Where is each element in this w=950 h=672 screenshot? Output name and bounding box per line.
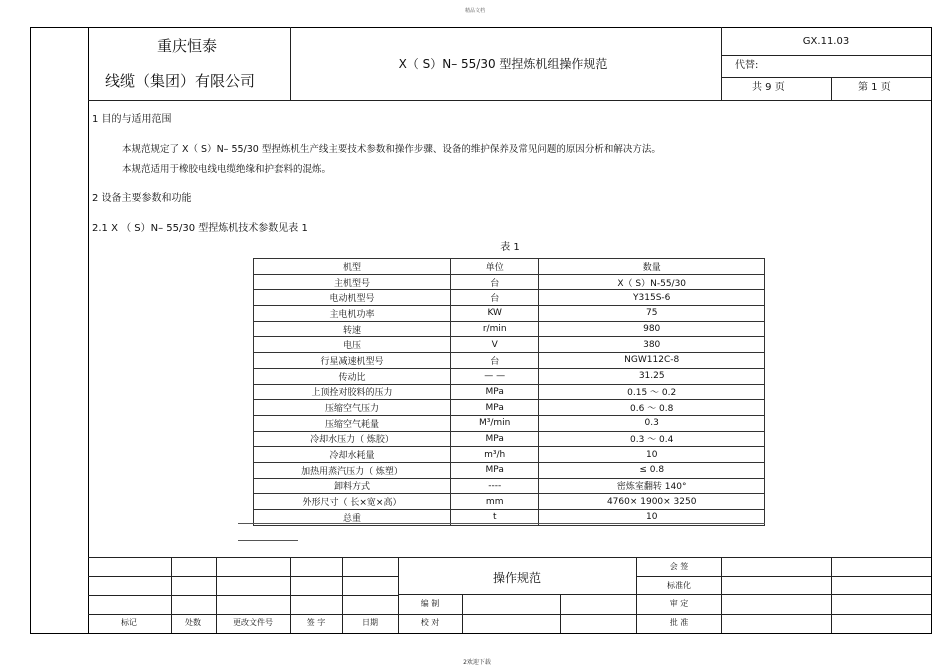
- table-header-cell: 数量: [539, 259, 765, 275]
- table-cell: 0.3 ～ 0.4: [539, 431, 765, 447]
- table-cell: m³/h: [451, 447, 539, 463]
- doc-code: GX.11.03: [802, 36, 850, 47]
- table-header-cell: 单位: [451, 259, 539, 275]
- table-row: [254, 431, 765, 447]
- replaces-label: 代替:: [735, 60, 759, 71]
- table-row: [254, 400, 765, 416]
- table-cell: NGW112C-8: [539, 353, 765, 369]
- table-cell: M³/min: [451, 415, 539, 431]
- table-row: [254, 384, 765, 400]
- table-cell: Y315S-6: [539, 290, 765, 306]
- table-cell: ----: [451, 478, 539, 494]
- footer-title: 操作规范: [492, 571, 542, 585]
- table-cell: 10: [539, 510, 765, 526]
- table-cell: 总重: [254, 510, 451, 526]
- table-cell: r/min: [451, 321, 539, 337]
- table-cell: KW: [451, 306, 539, 322]
- table-cell: — —: [451, 368, 539, 384]
- table-caption: 表 1: [500, 242, 520, 253]
- table-cell: t: [451, 510, 539, 526]
- table-row: [254, 447, 765, 463]
- table-cell: 上顶拴对胶料的压力: [254, 384, 451, 400]
- page-footer-note: 2欢迎下载: [463, 659, 491, 666]
- footer-biaozhunhua: 标准化: [667, 581, 691, 590]
- footer-bianzhi: 编 制: [420, 599, 440, 608]
- table-cell: 外形尺寸（ 长×宽×高）: [254, 494, 451, 510]
- section-2-heading: 2 设备主要参数和功能: [92, 193, 192, 204]
- table-cell: 传动比: [254, 368, 451, 384]
- table-cell: 加热用蒸汽压力（ 炼塑）: [254, 462, 451, 478]
- table-cell: mm: [451, 494, 539, 510]
- footer-jiaodui: 校 对: [420, 618, 440, 627]
- footer-col-count: 处数: [185, 618, 201, 627]
- footer-col-change-doc: 更改文件号: [233, 618, 273, 627]
- table-row: [254, 368, 765, 384]
- table-cell: 行星减速机型号: [254, 353, 451, 369]
- table-cell: 980: [539, 321, 765, 337]
- table-cell: MPa: [451, 462, 539, 478]
- footer-shending: 审 定: [669, 599, 689, 608]
- table-cell: 台: [451, 290, 539, 306]
- table-cell: 冷却水耗量: [254, 447, 451, 463]
- table-cell: MPa: [451, 400, 539, 416]
- table-cell: 转速: [254, 321, 451, 337]
- table-cell: 0.6 ～ 0.8: [539, 400, 765, 416]
- table-cell: 台: [451, 353, 539, 369]
- company-line2: 线缆（集团）有限公司: [104, 72, 256, 90]
- footer-pizhun: 批 准: [669, 618, 689, 627]
- table-cell: 压缩空气压力: [254, 400, 451, 416]
- table-cell: 10: [539, 447, 765, 463]
- table-header-cell: 机型: [254, 259, 451, 275]
- table-row: [254, 415, 765, 431]
- table-cell: 主机型号: [254, 274, 451, 290]
- table-cell: 压缩空气耗量: [254, 415, 451, 431]
- table-row: [254, 337, 765, 353]
- table-cell: 31.25: [539, 368, 765, 384]
- table-cell: 电压: [254, 337, 451, 353]
- table-cell: 主电机功率: [254, 306, 451, 322]
- table-row: [254, 353, 765, 369]
- table-cell: 380: [539, 337, 765, 353]
- page-header-note: 精品文档: [464, 8, 486, 14]
- table-cell: ≤ 0.8: [539, 462, 765, 478]
- doc-title: X（ S）N– 55/30 型捏炼机组操作规范: [398, 57, 608, 71]
- table-row: [254, 306, 765, 322]
- table-cell: 75: [539, 306, 765, 322]
- page-number: 第 1 页: [858, 82, 891, 93]
- footer-col-signature: 签 字: [306, 618, 326, 627]
- table-cell: 0.15 ～ 0.2: [539, 384, 765, 400]
- table-cell: 台: [451, 274, 539, 290]
- table-cell: X（ S）N-55/30: [539, 274, 765, 290]
- table-cell: 0.3: [539, 415, 765, 431]
- separator-rule: [238, 523, 765, 524]
- table-cell: 冷却水压力（ 炼胶）: [254, 431, 451, 447]
- table-header-row: [254, 259, 765, 275]
- table-row: [254, 290, 765, 306]
- footer-col-date: 日期: [362, 618, 378, 627]
- section-1-paragraph-2: 本规范适用于橡胶电线电缆绝缘和护套料的混炼。: [122, 164, 332, 175]
- section-1-heading: 1 目的与适用范围: [92, 114, 172, 125]
- footer-col-mark: 标记: [121, 618, 137, 627]
- section-1-paragraph-1: 本规范规定了 X（ S）N– 55/30 型捏炼机生产线主要技术参数和操作步骤、设备的维护保养及常见问题的原因分析和解决方法。: [122, 144, 661, 155]
- footer-huiqian: 会 签: [669, 562, 689, 571]
- spec-table: [253, 258, 765, 526]
- table-row: [254, 462, 765, 478]
- table-cell: MPa: [451, 384, 539, 400]
- separator-rule-short: [238, 540, 298, 541]
- section-2-1-heading: 2.1 X （ S）N– 55/30 型捏炼机技术参数见表 1: [92, 223, 308, 234]
- table-row: [254, 321, 765, 337]
- table-cell: V: [451, 337, 539, 353]
- table-row: [254, 478, 765, 494]
- table-row: [254, 274, 765, 290]
- table-cell: MPa: [451, 431, 539, 447]
- table-row: [254, 494, 765, 510]
- table-cell: 4760× 1900× 3250: [539, 494, 765, 510]
- company-line1: 重庆恒泰: [156, 37, 218, 55]
- table-cell: 电动机型号: [254, 290, 451, 306]
- table-cell: 密炼室翻转 140°: [539, 478, 765, 494]
- table-cell: 卸料方式: [254, 478, 451, 494]
- total-pages: 共 9 页: [752, 82, 785, 93]
